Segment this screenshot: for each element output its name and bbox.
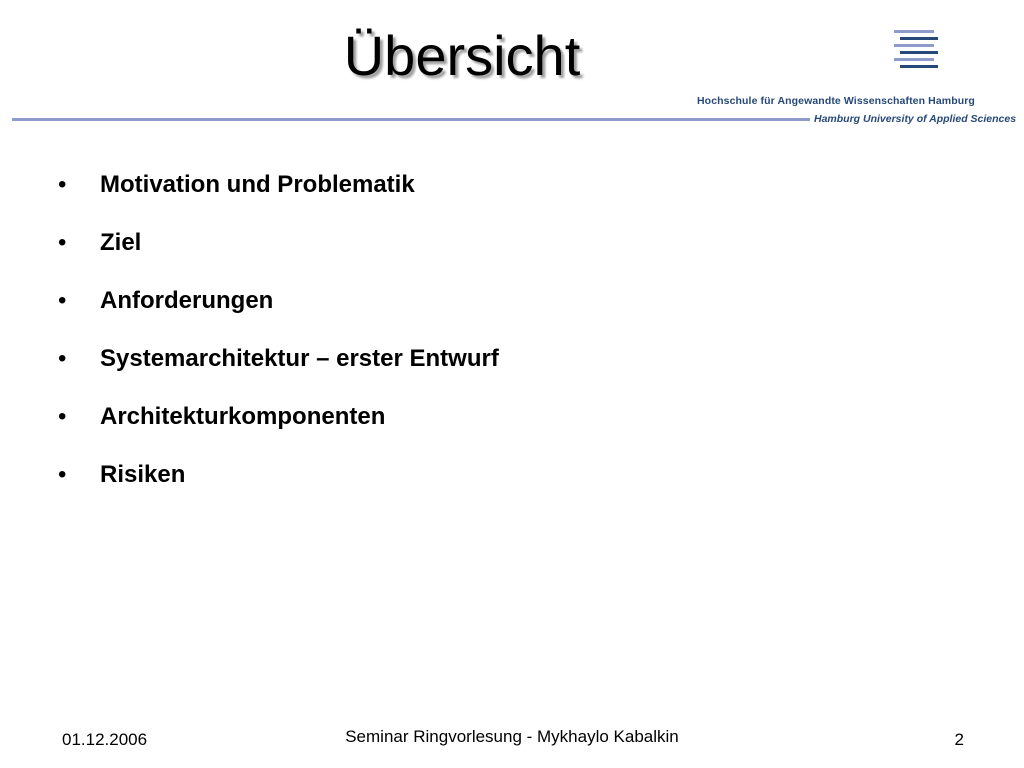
- agenda-item-text: Architekturkomponenten: [100, 403, 386, 430]
- page-number: 2: [954, 730, 964, 749]
- slide-title: Übersicht: [343, 24, 581, 87]
- header-divider: [12, 118, 810, 121]
- logo-bar: [894, 58, 934, 61]
- logo-bar: [894, 30, 934, 33]
- footer-presentation-info: Seminar Ringvorlesung - Mykhaylo Kabalkin: [345, 727, 679, 746]
- bullet-icon: •: [58, 287, 67, 314]
- university-name-english: Hamburg University of Applied Sciences: [814, 113, 1017, 125]
- footer-date: 01.12.2006: [62, 730, 148, 749]
- logo-bar: [900, 65, 938, 68]
- bullet-icon: •: [58, 229, 67, 256]
- agenda-item-text: Ziel: [100, 229, 142, 256]
- agenda-item-text: Motivation und Problematik: [100, 171, 415, 198]
- bullet-icon: •: [58, 345, 67, 372]
- logo-bar: [900, 51, 938, 54]
- bullet-icon: •: [58, 461, 67, 488]
- bullet-icon: •: [58, 403, 67, 430]
- logo-bar: [900, 37, 938, 40]
- university-name-german: Hochschule für Angewandte Wissenschaften Hamburg: [697, 95, 975, 107]
- logo-bar: [894, 44, 934, 47]
- agenda-item-text: Risiken: [100, 461, 186, 488]
- agenda-item-text: Anforderungen: [100, 287, 274, 314]
- agenda-item-text: Systemarchitektur – erster Entwurf: [100, 345, 499, 372]
- university-logo-icon: [892, 28, 940, 76]
- bullet-icon: •: [58, 171, 67, 198]
